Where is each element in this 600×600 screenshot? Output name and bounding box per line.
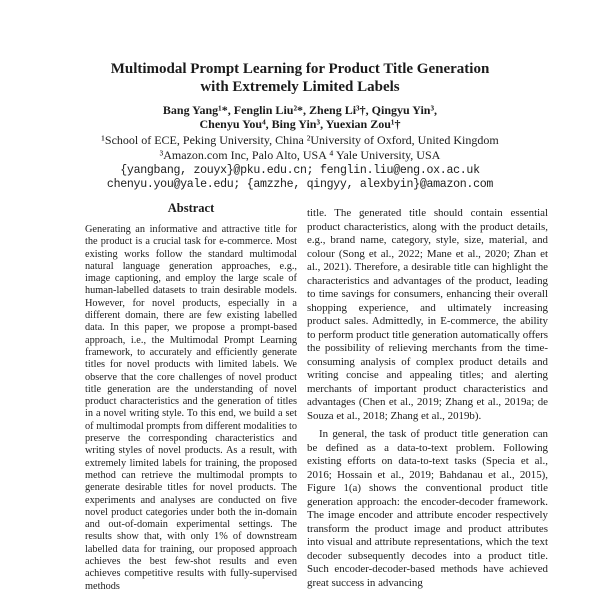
abstract-heading: Abstract [167,201,215,215]
right-column [307,201,548,590]
left-column [55,201,297,593]
paper-title [0,61,600,96]
body-paragraph-1: title. The generated title should contain essential product characteristics, along with the product details, e.g., brand name, category, style, size, material, and colour (Song et al., 2022; Mane et al., 2020; Zhan et al., 2021). Therefore, a desirable title can highlight the characteristics and advantages of the product, leading to time savings for consumers, enhancing their overall shopping experience, and ultimately increasing product sales. Admittedly, in E-commerce, the ability to perform product title generation automatically offers the possibility of relieving merchants from the time-consuming analysis of complex product details and writing concise and appealing titles; and alerting merchants of important product characteristics and advantages (Chen et al., 2019; Zhang et al., 2019a; de Souza et al., 2018; Zhang et al., 2019b). [307,207,548,422]
author-list [0,104,600,131]
email-line1: {yangbang, zouyx}@pku.edu.cn; fenglin.liu@eng.ox.ac.uk [120,164,480,177]
affiliation-line2: ³Amazon.com Inc, Palo Alto, USA ⁴ Yale University, USA [159,148,441,162]
affiliations [0,133,600,163]
author-line2: Chenyu You⁴, Bing Yin³, Yuexian Zou¹† [199,116,401,131]
paper-title-line2: with Extremely Limited Labels [200,78,400,95]
author-emails [0,164,600,191]
affiliation-line1: ¹School of ECE, Peking University, China ²University of Oxford, United Kingdom [101,133,499,147]
author-line1: Bang Yang¹*, Fenglin Liu²*, Zheng Li³†, Qingyu Yin³, [162,103,438,117]
email-line2: chenyu.you@yale.edu; {amzzhe, qingyy, alexbyin}@amazon.com [106,177,494,191]
body-paragraph-2: In general, the task of product title generation can be defined as a data-to-text problem. Following existing efforts on data-to-text tasks (Specia et al., 2016; Hossain et al., 2019; Bahdanau et al., 2015), Figure 1(a) shows the conventional product title generation approach: the encoder-decoder framework. The image encoder and attribute encoder respectively transform the product image and product attributes into visual and attribute representations, which the text decoder subsequently decodes into a product title. Such encoder-decoder-based methods have achieved great success in advancing [307,428,548,589]
abstract-text: Generating an informative and attractive title for the product is a crucial task for e-commerce. Most existing works follow the standard multimodal natural language generation approaches, e.g., image captioning, and employ the large scale of human-labelled datasets to train desirable models. However, for novel products, especially in a different domain, there are few existing labelled data. In this paper, we propose a prompt-based approach, i.e., the Multimodal Prompt Learning framework, to accurately and efficiently generate titles for novel products with limited labels. We observe that the core challenges of novel product title generation are the understanding of novel product characteristics and the generation of titles in a novel writing style. To this end, we build a set of multimodal prompts from different modalities to preserve the corresponding characteristics and writing styles of novel products. As a result, with extremely limited labels for training, the proposed method can retrieve the multimodal prompts to generate desirable titles for novel products. The experiments and analyses are conducted on five novel product categories under both the in-domain and out-of-domain experimental settings. The results show that, with only 1% of downstream labelled data for training, our proposed approach achieves the best few-shot results and even achieves competitive results with fully-supervised methods [85,224,297,592]
paper-title-line1: Multimodal Prompt Learning for Product Title Generation [110,61,490,77]
two-column-body [55,201,548,593]
